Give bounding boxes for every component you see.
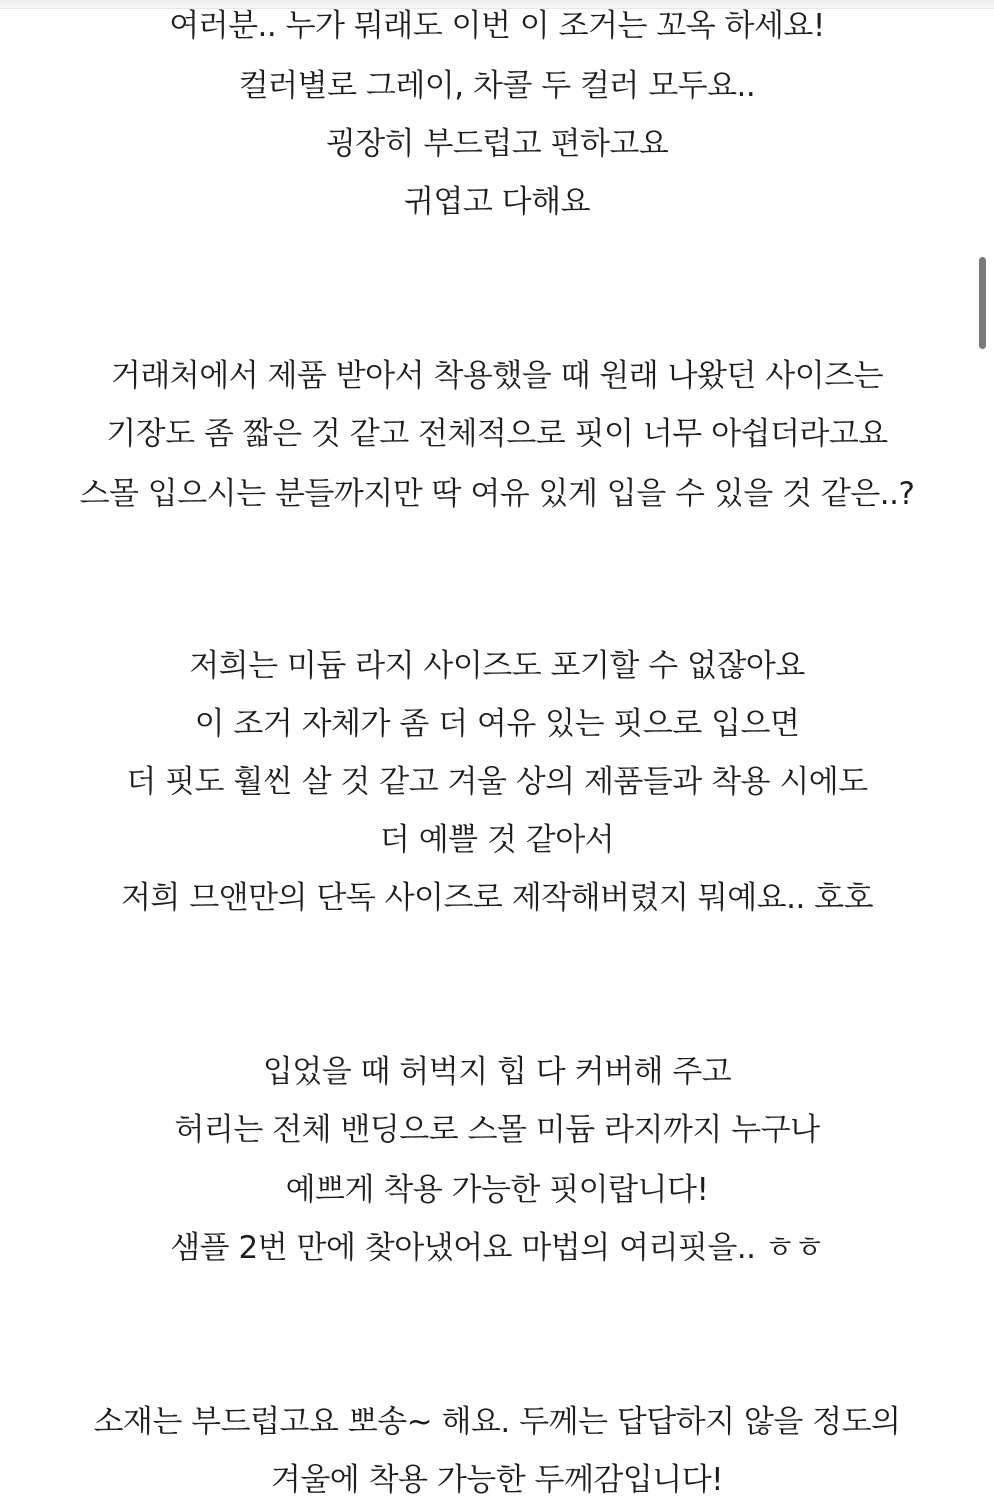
text-line: 겨울에 착용 가능한 두께감입니다! xyxy=(270,1462,724,1498)
text-line: 소재는 부드럽고요 뽀송~ 해요. 두께는 답답하지 않을 정도의 xyxy=(93,1404,901,1440)
text-line: 더 예쁠 것 같아서 xyxy=(379,822,615,858)
text-line: 더 핏도 훨씬 살 것 같고 겨울 상의 제품들과 착용 시에도 xyxy=(126,764,868,800)
vertical-scrollbar[interactable] xyxy=(974,0,994,1500)
text-line: 굉장히 부드럽고 편하고요 xyxy=(325,126,669,162)
scrollbar-thumb[interactable] xyxy=(979,257,986,349)
text-line: 스몰 입으시는 분들까지만 딱 여유 있게 입을 수 있을 것 같은..? xyxy=(79,476,915,512)
text-line: 예쁘게 착용 가능한 핏이랍니다! xyxy=(285,1172,709,1208)
text-line: 입었을 때 허벅지 힙 다 커버해 주고 xyxy=(262,1054,732,1090)
text-line: 여러분.. 누가 뭐래도 이번 이 조거는 꼬옥 하세요! xyxy=(169,8,825,44)
text-line: 저희는 미듐 라지 사이즈도 포기할 수 없잖아요 xyxy=(189,648,805,684)
text-line: 허리는 전체 밴딩으로 스몰 미듐 라지까지 누구나 xyxy=(174,1112,820,1148)
text-line: 거래처에서 제품 받아서 착용했을 때 원래 나왔던 사이즈는 xyxy=(110,358,884,394)
text-line: 저희 므앤만의 단독 사이즈로 제작해버렸지 뭐예요.. 호호 xyxy=(120,880,874,916)
text-line: 귀엽고 다해요 xyxy=(403,184,591,220)
text-line: 기장도 좀 짧은 것 같고 전체적으로 핏이 너무 아쉽더라고요 xyxy=(106,416,888,452)
text-line: 컬러별로 그레이, 차콜 두 컬러 모두요.. xyxy=(238,68,756,104)
text-line: 샘플 2번 만에 찾아냈어요 마법의 여리핏을.. ㅎㅎ xyxy=(170,1230,824,1266)
text-line: 이 조거 자체가 좀 더 여유 있는 핏으로 입으면 xyxy=(194,706,800,742)
